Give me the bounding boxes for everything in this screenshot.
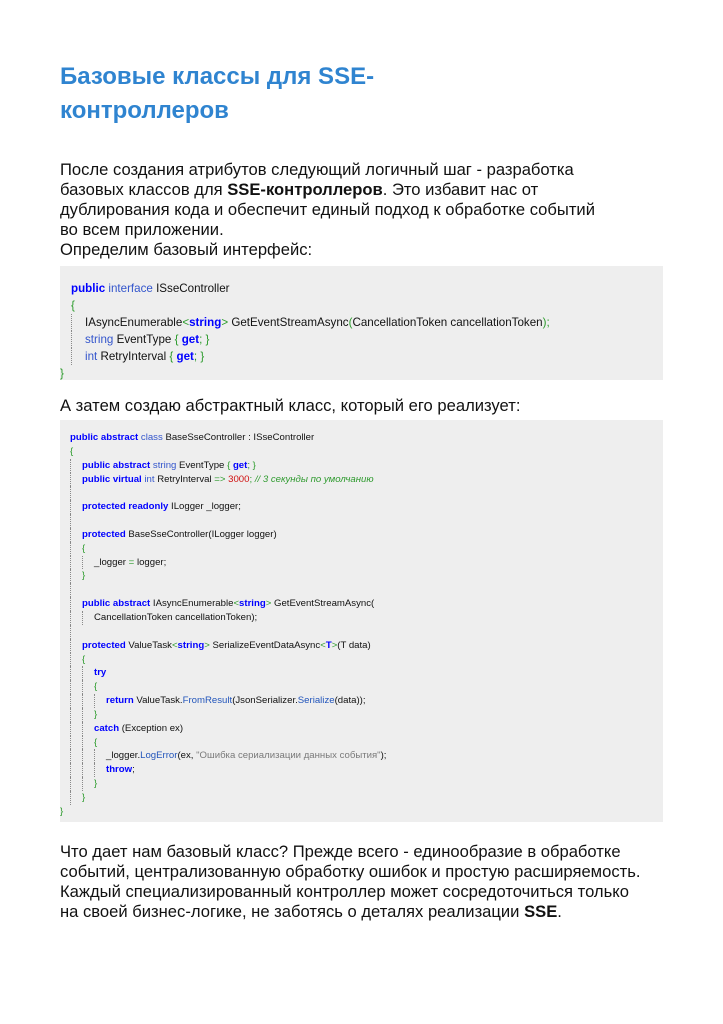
code-line: _logger = logger;: [60, 556, 663, 570]
code-line: }: [60, 777, 663, 791]
intro-bold-term: SSE-контроллеров: [227, 180, 383, 199]
code-line: catch (Exception ex): [60, 722, 663, 736]
mid-paragraph: [60, 396, 660, 416]
outro-line: Что дает нам базовый класс? Прежде всего - единообразие в обработке: [60, 842, 621, 861]
code-line: [60, 486, 663, 500]
code-line: }: [60, 791, 663, 805]
code-line: public abstract class BaseSseController : ISseController: [70, 432, 315, 443]
outro-paragraph: [60, 842, 660, 922]
code-line: _logger.LogError(ex, "Ошибка сериализации данных события");: [60, 749, 663, 763]
code-line: int RetryInterval { get; }: [60, 348, 663, 365]
code-line: [60, 583, 663, 597]
intro-line: дублирования кода и обеспечит единый подход к обработке событий: [60, 200, 595, 219]
code-line: {: [60, 542, 663, 556]
outro-line: Каждый специализированный контроллер может сосредоточиться только: [60, 882, 629, 901]
code-line: protected ValueTask<string> SerializeEventDataAsync<T>(T data): [60, 639, 663, 653]
code-line: IAsyncEnumerable<string> GetEventStreamAsync(CancellationToken cancellationToken);: [60, 314, 663, 331]
mid-line: А затем создаю абстрактный класс, который его реализует:: [60, 396, 521, 415]
code-line: protected BaseSseController(ILogger logger): [60, 528, 663, 542]
code-line: }: [60, 805, 64, 817]
page-title: [60, 60, 620, 128]
code-line: protected readonly ILogger _logger;: [60, 500, 663, 514]
code-line: public abstract string EventType { get; }: [60, 459, 663, 473]
intro-paragraph: [60, 160, 660, 260]
outro-line: событий, централизованную обработку ошибок и простую расширяемость.: [60, 862, 641, 881]
outro-line: на своей бизнес-логике, не заботясь о деталях реализации: [60, 902, 525, 921]
intro-line: После создания атрибутов следующий логичный шаг - разработка: [60, 160, 574, 179]
code-line: {: [60, 653, 663, 667]
code-line: {: [60, 736, 663, 750]
code-line: [60, 514, 663, 528]
title-line-2: контроллеров: [60, 97, 229, 124]
code-line: }: [60, 708, 663, 722]
code-line: }: [60, 569, 663, 583]
code-block-interface: [60, 266, 663, 380]
code-line: return ValueTask.FromResult(JsonSerializer.Serialize(data));: [60, 694, 663, 708]
code-line: public virtual int RetryInterval => 3000; // 3 секунды по умолчанию: [60, 473, 663, 487]
code-line: {: [70, 445, 74, 457]
code-line: {: [71, 299, 75, 312]
code-line: try: [60, 666, 663, 680]
intro-line: базовых классов для: [60, 180, 228, 199]
intro-line: . Это избавит нас от: [382, 180, 539, 199]
code-line: string EventType { get; }: [60, 331, 663, 348]
title-line-1: Базовые классы для SSE-: [60, 63, 375, 90]
code-line: {: [60, 680, 663, 694]
code-line: throw;: [60, 763, 663, 777]
intro-line: Определим базовый интерфейс:: [60, 240, 313, 259]
outro-line: .: [557, 902, 562, 921]
code-line: [60, 625, 663, 639]
outro-bold-term: SSE: [524, 902, 558, 921]
code-block-abstract-class: [60, 420, 663, 822]
intro-line: во всем приложении.: [60, 220, 224, 239]
code-line: public interface ISseController: [71, 282, 230, 295]
code-line: CancellationToken cancellationToken);: [60, 611, 663, 625]
code-line: }: [60, 367, 64, 380]
code-line: public abstract IAsyncEnumerable<string> GetEventStreamAsync(: [60, 597, 663, 611]
